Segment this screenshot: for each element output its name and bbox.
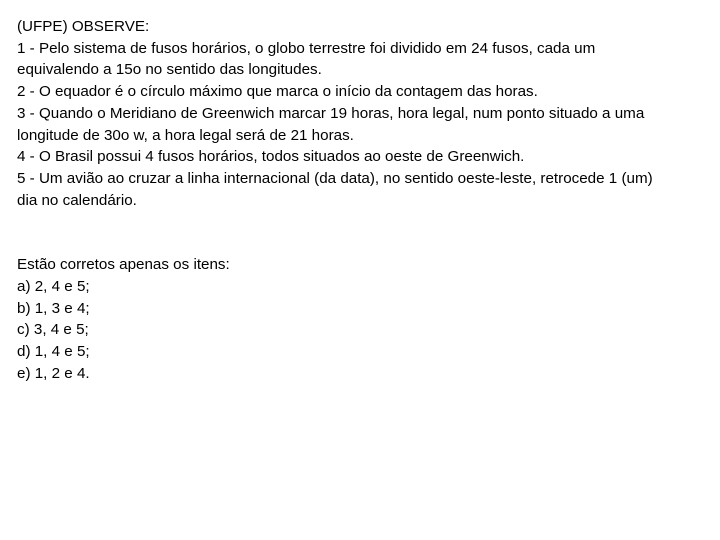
statement-4 — [17, 146, 712, 168]
statement-4-line-1: 4 - O Brasil possui 4 fusos horários, todos situados ao oeste de Greenwich. — [17, 148, 525, 166]
statement-1 — [17, 38, 712, 81]
option-b: b) 1, 3 e 4; — [17, 299, 90, 317]
statement-1-line-1: 1 - Pelo sistema de fusos horários, o globo terrestre foi dividido em 24 fusos, cada um — [17, 39, 596, 57]
statement-2-line-1: 2 - O equador é o círculo máximo que marca o início da contagem das horas. — [17, 83, 538, 101]
section-gap — [17, 211, 712, 254]
question-slide — [17, 16, 712, 385]
statement-3-line-2: longitude de 30o w, a hora legal será de 21 horas. — [17, 126, 354, 144]
statement-3-line-1: 3 - Quando o Meridiano de Greenwich marcar 19 horas, hora legal, num ponto situado a uma — [17, 104, 645, 122]
statement-5-line-1: 5 - Um avião ao cruzar a linha internacional (da data), no sentido oeste-leste, retrocede 1 (um) — [17, 169, 653, 187]
option-d: d) 1, 4 e 5; — [17, 343, 90, 361]
option-c: c) 3, 4 e 5; — [17, 321, 89, 339]
answer-options — [17, 276, 712, 385]
statement-3 — [17, 103, 712, 146]
statement-5 — [17, 168, 712, 211]
statement-2 — [17, 81, 712, 103]
option-e: e) 1, 2 e 4. — [17, 364, 90, 382]
statement-1-line-2: equivalendo a 15o no sentido das longitudes. — [17, 61, 322, 79]
answer-prompt: Estão corretos apenas os itens: — [17, 256, 230, 274]
question-header: (UFPE) OBSERVE: — [17, 18, 150, 35]
option-a: a) 2, 4 e 5; — [17, 278, 90, 296]
statement-5-line-2: dia no calendário. — [17, 191, 137, 209]
